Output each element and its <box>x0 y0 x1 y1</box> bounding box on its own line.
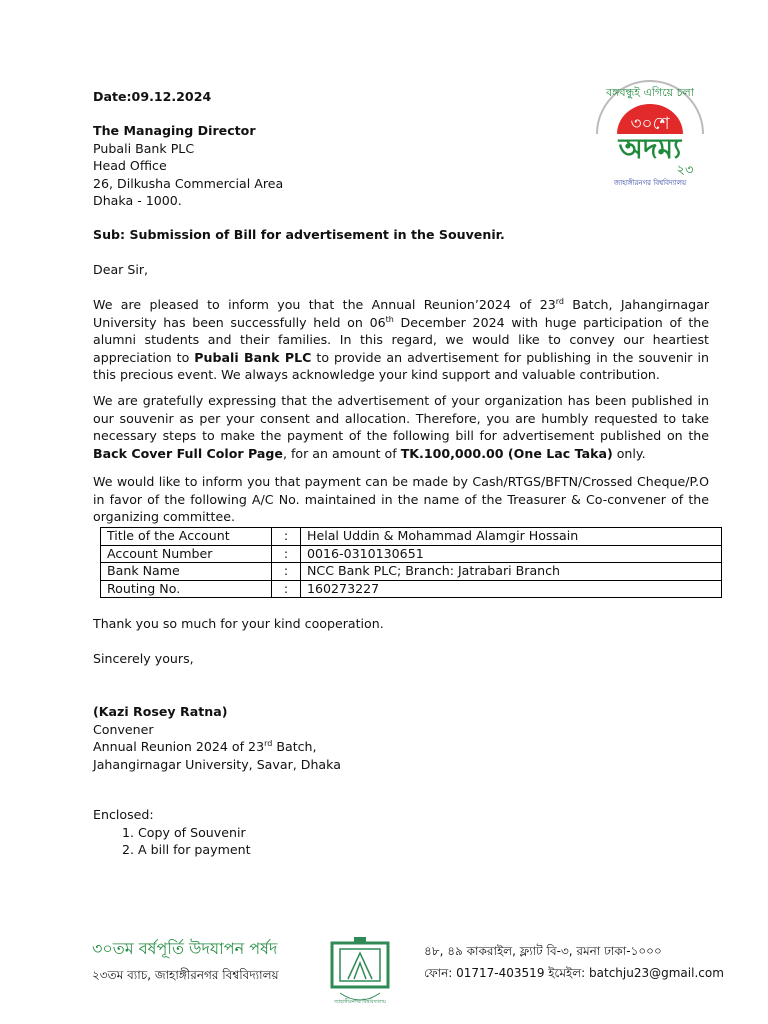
footer-contact: ফোন: 01717-403519 ইমেইল: batchju23@gmail.com <box>424 966 724 980</box>
p1-c: December 2024 with huge participation of the alumni students and their families. In this regard, we would like to convey our heartiest appreciation to <box>93 314 709 365</box>
p1-bold: Pubali Bank PLC <box>194 349 312 365</box>
signatory-line1b: Batch, <box>272 739 317 755</box>
account_table-0-label: Title of the Account <box>101 528 272 546</box>
account_table-3-sep: : <box>272 580 301 598</box>
account_table-0-value: Helal Uddin & Mohammad Alamgir Hossain <box>301 528 722 546</box>
recipient-line: Pubali Bank PLC <box>93 140 195 156</box>
subject-line: Sub: Submission of Bill for advertisement in the Souvenir. <box>93 227 505 242</box>
closing-line: Sincerely yours, <box>93 651 194 666</box>
account_table-1-value: 0016-0310130651 <box>301 545 722 563</box>
recipient-title: The Managing Director <box>93 123 256 138</box>
signatory-line <box>93 738 341 756</box>
paragraph-3: We would like to inform you that payment can be made by Cash/RTGS/BFTN/Crossed Cheque/P.O in favor of the following A/C No. maintained in the name of the Treasurer & Co-convener of the organizing committee. <box>93 474 709 525</box>
list-item: 2. A bill for payment <box>138 841 393 859</box>
signature-block <box>93 703 341 773</box>
p1-a: We are pleased to inform you that the Annual Reunion’2024 of 23 <box>93 297 556 312</box>
account_table-2-value: NCC Bank PLC; Branch: Jatrabari Branch <box>301 563 722 581</box>
account_table-3-label: Routing No. <box>101 580 272 598</box>
account_table-1-label: Account Number <box>101 545 272 563</box>
signatory-line: Jahangirnagar University, Savar, Dhaka <box>93 756 341 772</box>
signatory-name: (Kazi Rosey Ratna) <box>93 704 228 719</box>
footer-batch: ২৩তম ব্যাচ, জাহাঙ্গীরনগর বিশ্ববিদ্যালয় <box>92 968 279 982</box>
p1-b: Batch, Jahangirnagar University has been successfully held on 06 <box>93 297 709 330</box>
footer-address: ৪৮, ৪৯ কাকরাইল, ফ্ল্যাট বি-৩, রমনা ঢাকা-১০০০ <box>424 944 662 958</box>
recipient-block <box>93 122 283 210</box>
account_table-0-sep: : <box>272 528 301 546</box>
thanks-line: Thank you so much for your kind cooperation. <box>93 616 384 631</box>
salutation: Dear Sir, <box>93 262 149 277</box>
signatory-line1a: Annual Reunion 2024 of 23 <box>93 739 265 755</box>
list-item: 1. Copy of Souvenir <box>138 824 393 842</box>
logo-number: ৩০শে <box>630 114 670 134</box>
footer-committee: ৩০তম বর্ষপূর্তি উদযাপন পর্ষদ <box>92 939 278 958</box>
logo-word: অদম্য <box>618 132 682 165</box>
table-row <box>101 563 722 581</box>
account_table-3-value: 160273227 <box>301 580 722 598</box>
account_table-2-label: Bank Name <box>101 563 272 581</box>
reunion-logo <box>585 74 715 188</box>
p1-sup1: rd <box>555 296 564 306</box>
logo-arc-text: বঙ্গবন্ধুই এগিয়ে চলা <box>606 86 694 99</box>
paragraph-1 <box>93 296 709 384</box>
enclosed-block <box>93 806 393 859</box>
university-emblem-icon <box>326 935 394 1007</box>
p2-b: , for an amount of <box>282 445 401 461</box>
letter-date: Date:09.12.2024 <box>93 89 212 104</box>
table-row <box>101 580 722 598</box>
p2-a: We are gratefully expressing that the advertisement of your organization has been published in our souvenir as per your consent and allocation. Therefore, you are humbly requested to take necessary steps to make the payment of the following bill for advertisement published on the <box>93 393 709 444</box>
logo-university: জাহাঙ্গীরনগর বিশ্ববিদ্যালয় <box>613 179 687 187</box>
p2-bold1: Back Cover Full Color Page <box>93 445 283 461</box>
logo-batch: ২৩ <box>676 163 694 178</box>
emblem-text: জাহাঙ্গীরনগর বিশ্ববিদ্যালয় <box>334 999 386 1005</box>
p2-c: only. <box>612 445 646 461</box>
account_table-1-sep: : <box>272 545 301 563</box>
paragraph-2 <box>93 392 709 462</box>
table-row <box>101 528 722 546</box>
account_table-2-sep: : <box>272 563 301 581</box>
recipient-line: 26, Dilkusha Commercial Area <box>93 175 284 191</box>
account-table <box>100 527 722 598</box>
enclosed-label: Enclosed: <box>93 807 154 822</box>
signatory-role: Convener <box>93 721 154 737</box>
signatory-line1sup: rd <box>264 739 273 748</box>
recipient-line: Dhaka - 1000. <box>93 193 182 209</box>
table-row <box>101 545 722 563</box>
recipient-line: Head Office <box>93 158 167 174</box>
p1-d: to provide an advertisement for publishing in the souvenir in this precious event. We always acknowledge your kind support and valuable contribution. <box>93 349 709 383</box>
p2-bold2: TK.100,000.00 (One Lac Taka) <box>400 445 613 461</box>
p1-sup2: th <box>385 314 394 324</box>
